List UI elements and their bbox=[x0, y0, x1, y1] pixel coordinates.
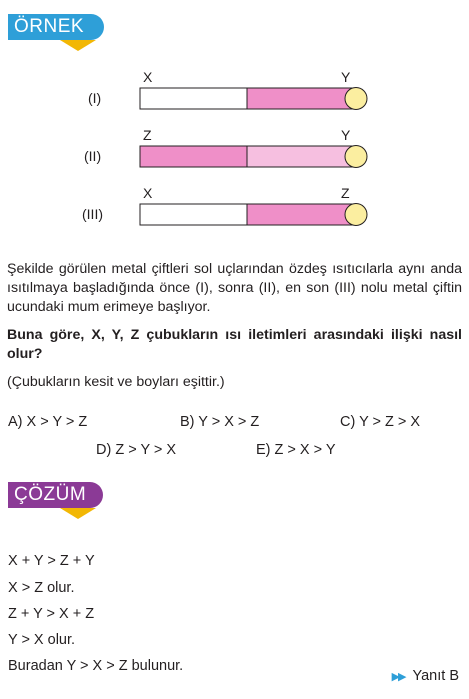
rod-3-candle-icon bbox=[345, 204, 367, 226]
solution-tag-label: ÇÖZÜM bbox=[8, 482, 103, 508]
solution-line-1: X + Y > Z + Y bbox=[8, 553, 95, 569]
option-e[interactable]: E) Z > X > Y bbox=[256, 442, 336, 458]
rod-2-left-end-label: Z bbox=[143, 127, 152, 143]
option-c[interactable]: C) Y > Z > X bbox=[340, 414, 421, 430]
rod-2-right-segment bbox=[247, 146, 353, 167]
rod-3-left-end-label: X bbox=[143, 185, 153, 201]
double-play-icon: ▶▶ bbox=[391, 671, 405, 683]
rod-3-label: (III) bbox=[82, 206, 103, 222]
rod-3-left-segment bbox=[140, 204, 247, 225]
rod-2-candle-icon bbox=[345, 146, 367, 168]
rod-2-label: (II) bbox=[84, 148, 102, 164]
solution-tag-wedge bbox=[60, 508, 96, 519]
rod-3-graphic bbox=[138, 200, 370, 230]
answer-label: Yanıt B bbox=[412, 668, 459, 684]
solution-line-2: X > Z olur. bbox=[8, 580, 75, 596]
rod-1-label: (I) bbox=[88, 90, 102, 106]
rod-2-left-segment bbox=[140, 146, 247, 167]
option-d[interactable]: D) Z > Y > X bbox=[96, 442, 177, 458]
rod-1-left-end-label: X bbox=[143, 69, 153, 85]
rod-1-right-end-label: Y bbox=[341, 69, 351, 85]
rod-1-candle-icon bbox=[345, 88, 367, 110]
option-a[interactable]: A) X > Y > Z bbox=[8, 414, 88, 430]
rod-2-right-end-label: Y bbox=[341, 127, 351, 143]
answer-indicator bbox=[392, 668, 459, 684]
question-note: (Çubukların kesit ve boyları eşittir.) bbox=[7, 374, 225, 390]
rod-1-left-segment bbox=[140, 88, 247, 109]
rod-3-right-end-label: Z bbox=[341, 185, 350, 201]
rod-1-right-segment bbox=[247, 88, 353, 109]
rod-3-right-segment bbox=[247, 204, 353, 225]
example-tag-wedge bbox=[60, 40, 96, 51]
solution-line-5: Buradan Y > X > Z bulunur. bbox=[8, 658, 184, 674]
solution-line-3: Z + Y > X + Z bbox=[8, 606, 95, 622]
question-prompt: Buna göre, X, Y, Z çubukların ısı iletimleri arasındaki ilişki nasıl olur? bbox=[7, 327, 462, 362]
example-tag-label: ÖRNEK bbox=[8, 14, 104, 40]
question-text: Şekilde görülen metal çiftleri sol uçlarından özdeş ısıtıcılarla aynı anda ısıtılmaya başladığında önce (I), sonra (II), en son (III) nolu metal çiftin ucundaki mum erimeye başlıyor. bbox=[7, 261, 462, 315]
rod-1-graphic bbox=[138, 84, 370, 114]
rod-2-graphic bbox=[138, 142, 370, 172]
solution-line-4: Y > X olur. bbox=[8, 632, 76, 648]
option-b[interactable]: B) Y > X > Z bbox=[180, 414, 260, 430]
